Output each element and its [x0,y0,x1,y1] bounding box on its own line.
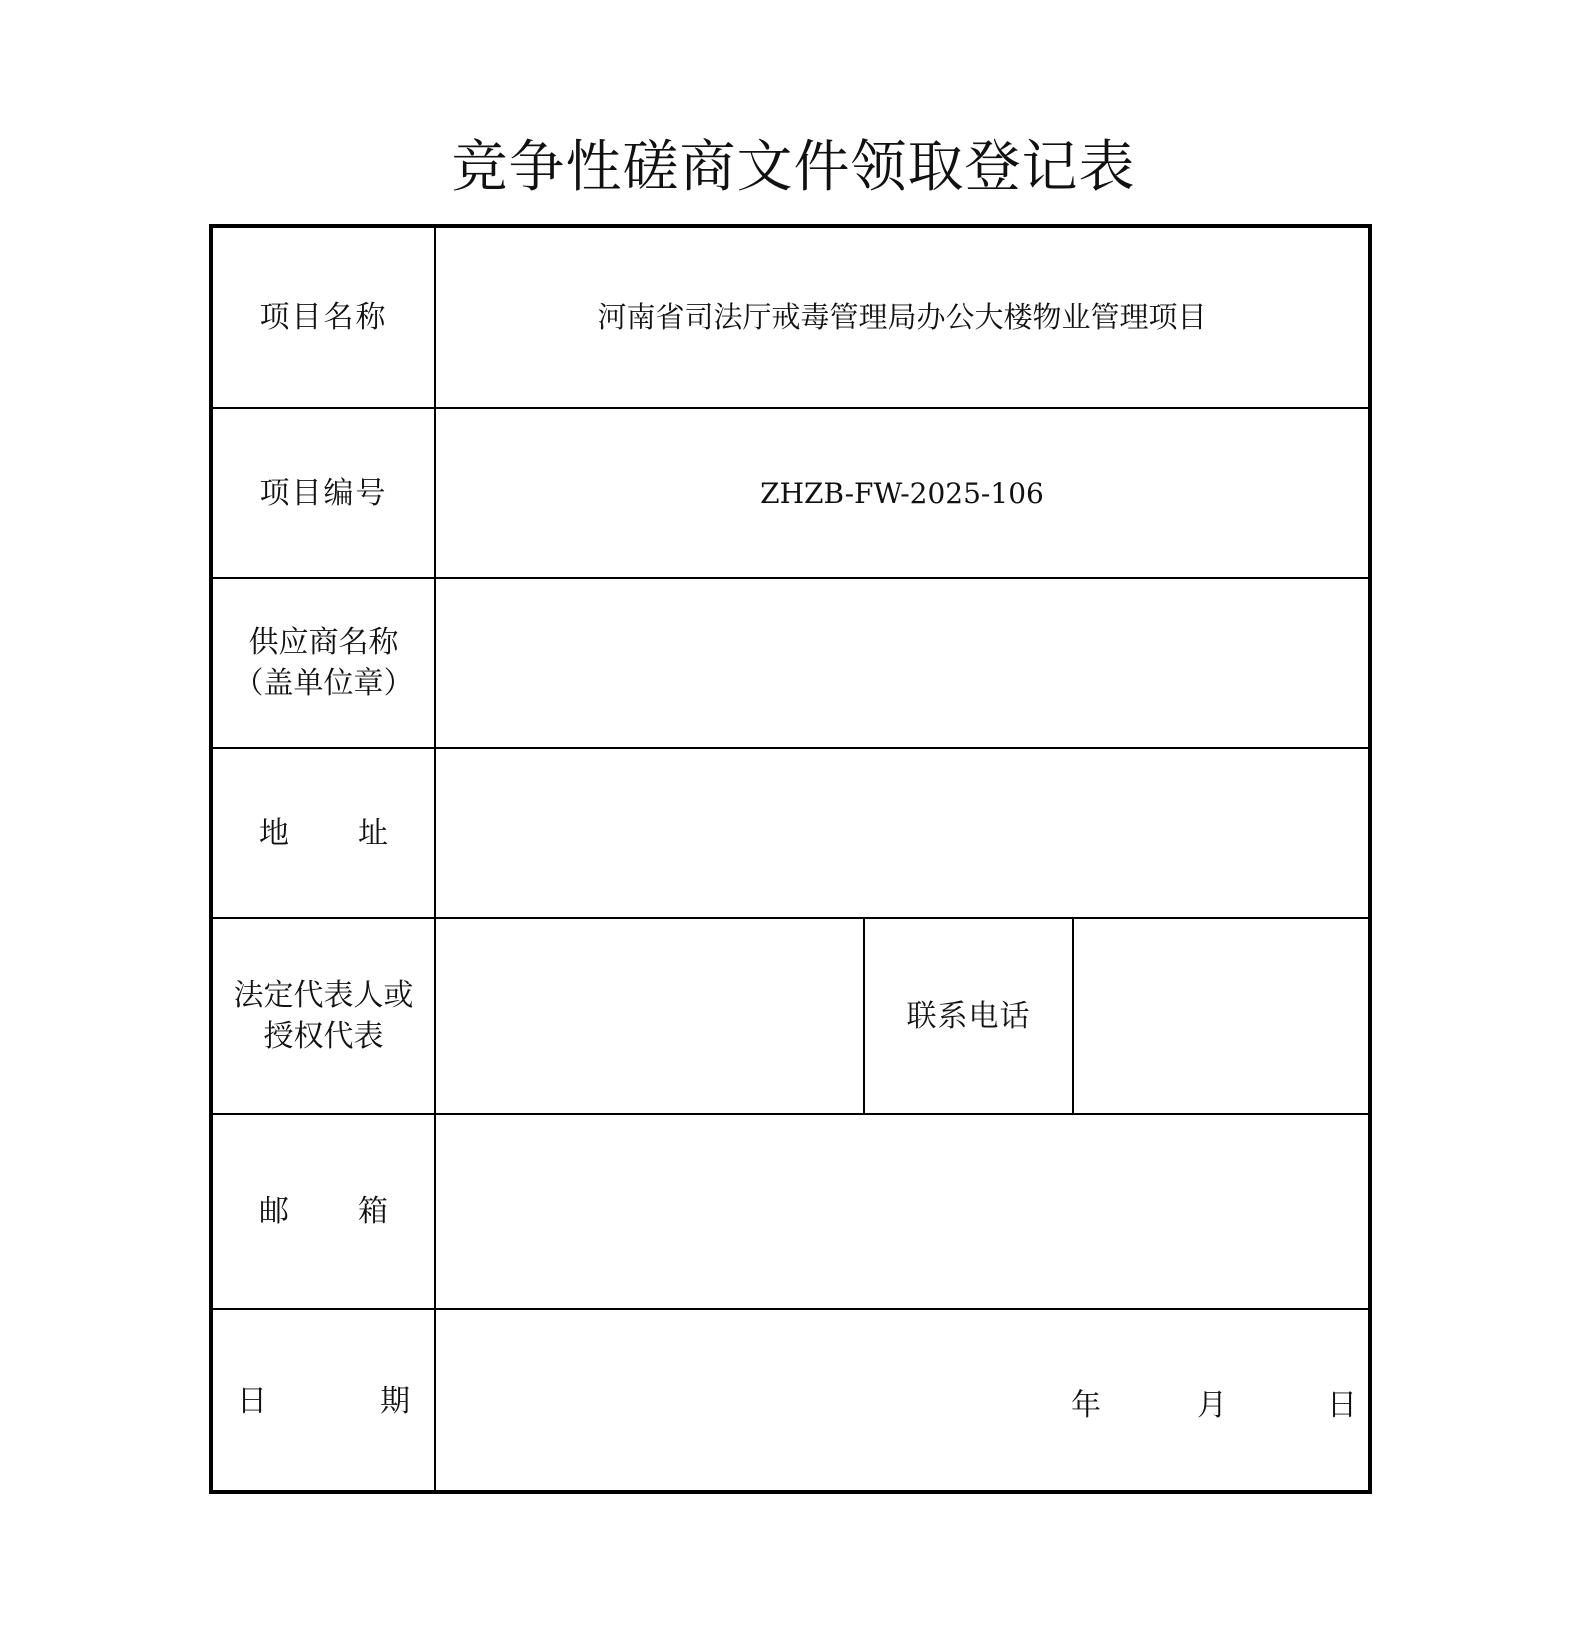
email-label-char1: 邮 [259,1194,289,1229]
project-number-value: ZHZB-FW-2025-106 [760,476,1044,510]
date-month-unit: 月 [1197,1388,1227,1423]
date-label [213,1310,434,1492]
project-name-label: 项目名称 [259,300,388,335]
date-year-unit: 年 [1071,1388,1101,1423]
date-label-char1: 日 [237,1383,267,1419]
legal-representative-label-line1: 法定代表人或 [233,978,414,1013]
project-number-label: 项目编号 [259,475,388,511]
address-label [213,749,434,917]
date-field[interactable] [436,1310,1368,1492]
supplier-name-label-line2: （盖单位章） [233,666,414,701]
legal-representative-field[interactable] [436,919,863,1113]
date-day-unit: 日 [1327,1388,1357,1423]
email-label [213,1115,434,1308]
date-label-char2: 期 [380,1383,410,1419]
address-label-char1: 地 [259,815,289,851]
supplier-name-label [213,579,434,747]
legal-representative-label [213,919,434,1113]
email-label-char2: 箱 [358,1194,388,1229]
phone-label: 联系电话 [906,998,1031,1034]
email-field[interactable] [436,1115,1368,1308]
supplier-name-label-line1: 供应商名称 [248,625,399,660]
project-name-value: 河南省司法厅戒毒管理局办公大楼物业管理项目 [597,300,1207,334]
page-title: 竞争性磋商文件领取登记表 [451,135,1136,200]
address-field[interactable] [436,749,1368,917]
phone-field[interactable] [1074,919,1368,1113]
legal-representative-label-line2: 授权代表 [263,1019,384,1054]
address-label-char2: 址 [358,815,388,851]
supplier-name-field[interactable] [436,579,1368,747]
